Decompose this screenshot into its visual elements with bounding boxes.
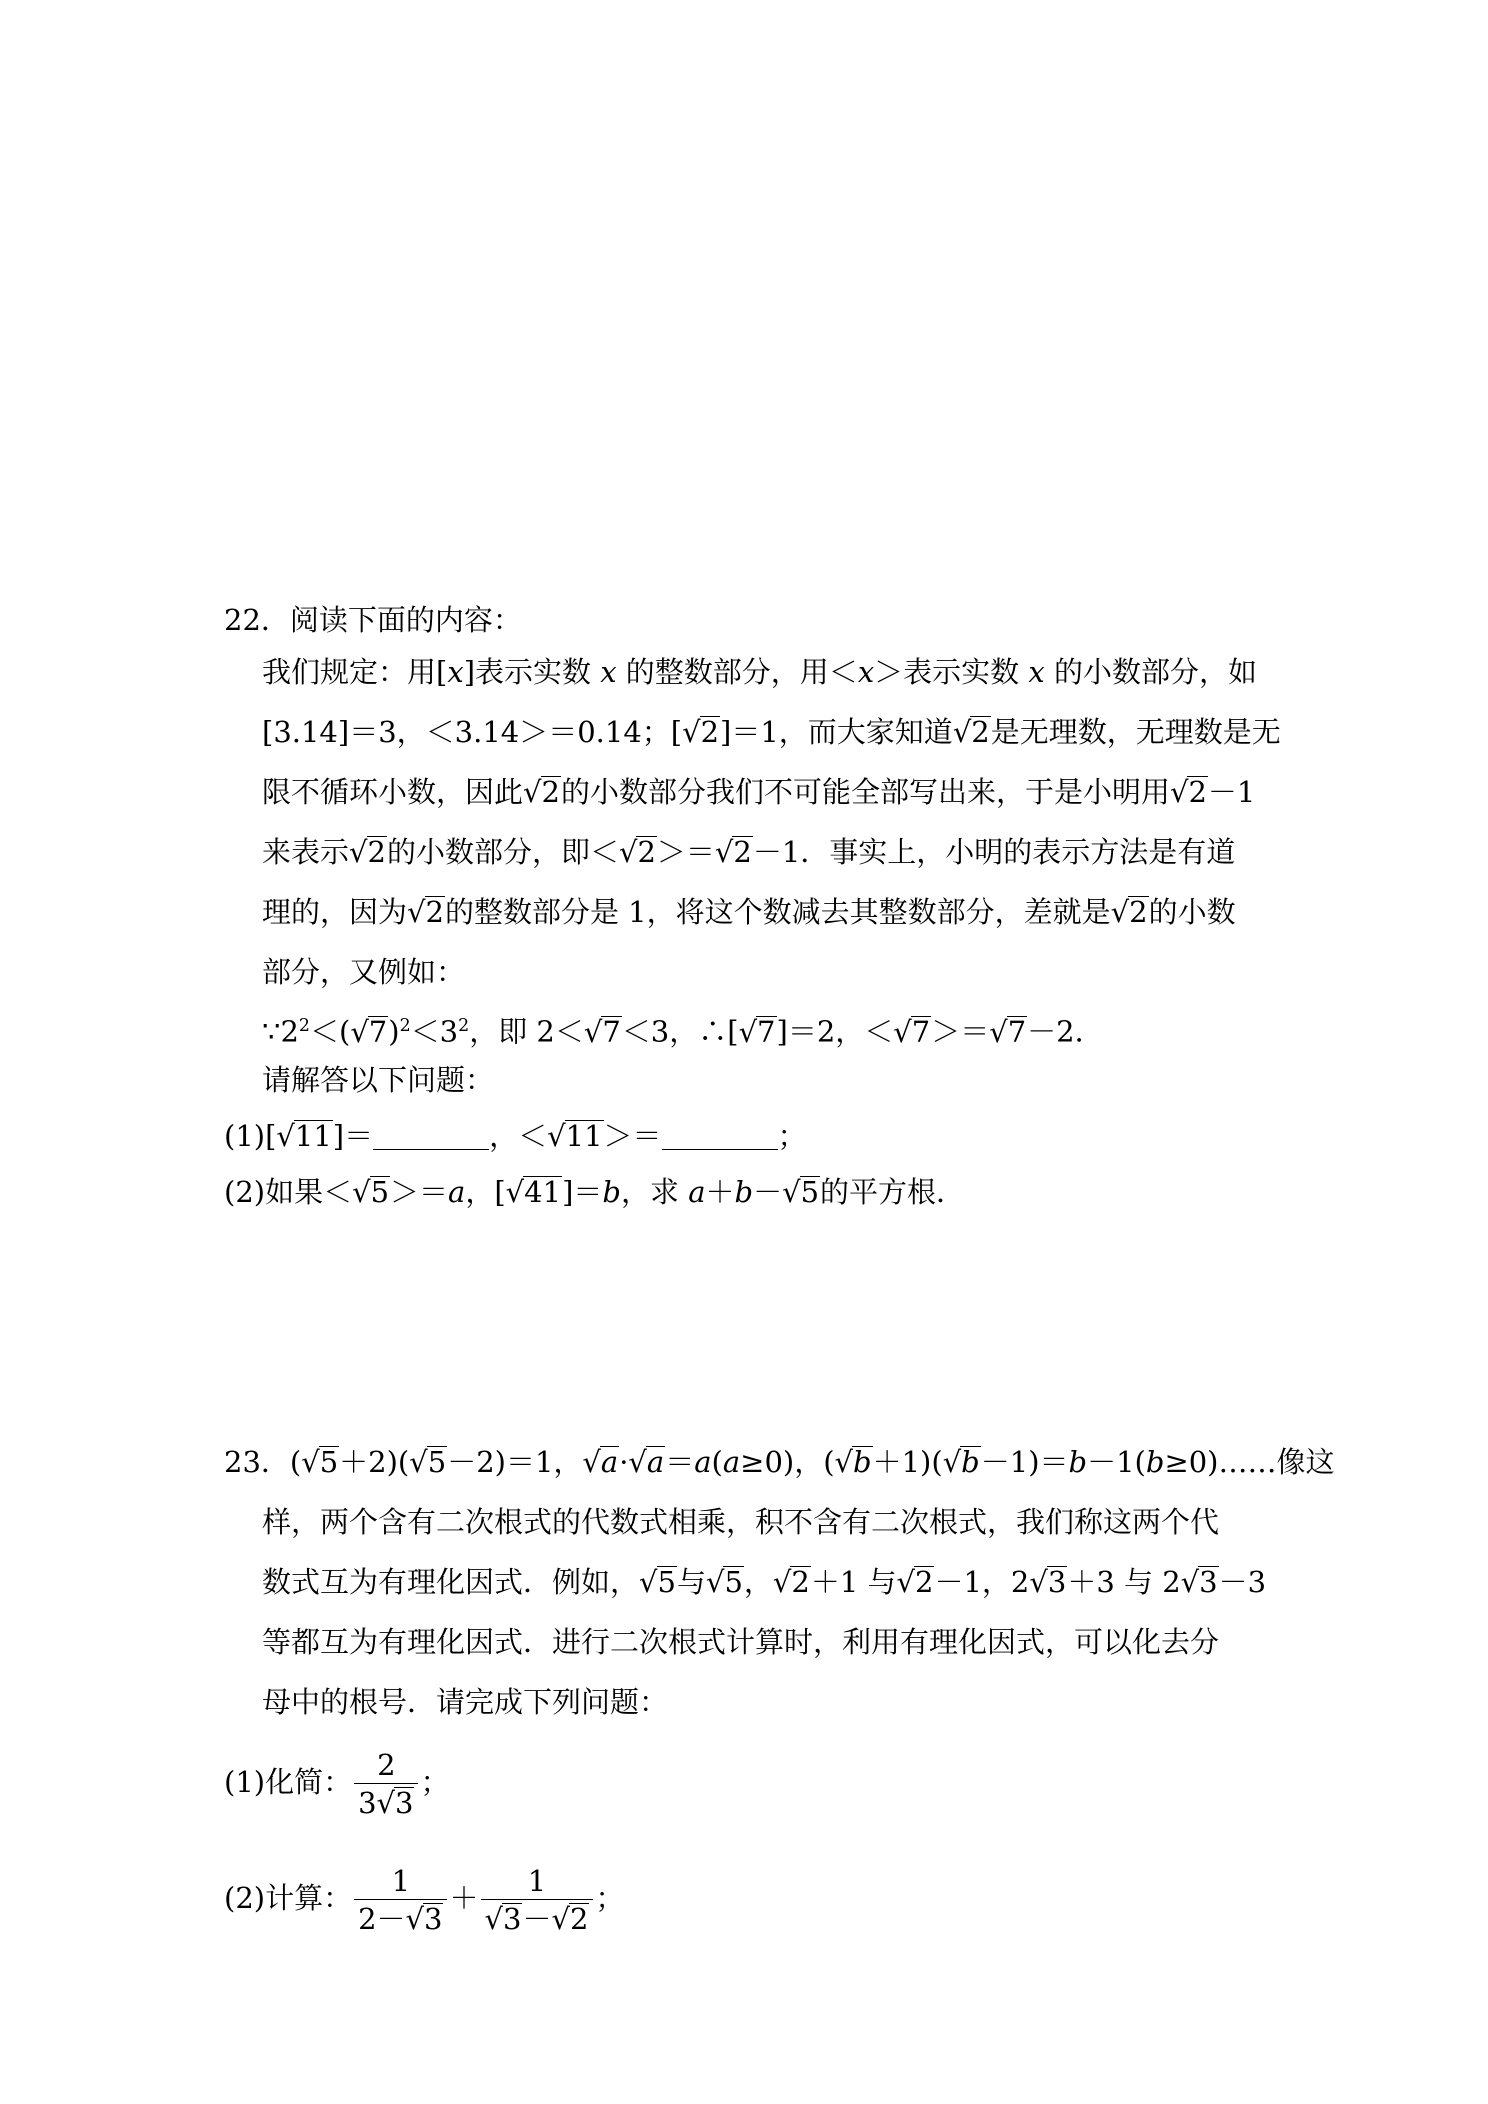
text: － — [522, 1901, 552, 1936]
radicand: a — [646, 1445, 665, 1479]
text: 的整数部分是 1，将这个数减去其整数部分，差就是 — [444, 895, 1111, 929]
text: ≥0)，( — [740, 1445, 835, 1479]
sqrt: √41 — [505, 1175, 562, 1209]
text: 的小数部分，如 — [1044, 655, 1257, 689]
text: 的平方根． — [820, 1175, 966, 1209]
q22-line-7 — [262, 952, 465, 992]
denominator — [481, 1899, 594, 1938]
answer-blank — [373, 1120, 489, 1150]
q23-line-5 — [262, 1682, 668, 1722]
text: ； — [777, 1119, 807, 1153]
sqrt: √5 — [782, 1175, 820, 1209]
var-b: b — [1145, 1445, 1165, 1479]
text: ＞＝ — [931, 1014, 990, 1049]
sqrt: √2 — [1110, 895, 1148, 929]
radicand: 5 — [319, 1445, 339, 1479]
text: ]表示实数 — [463, 655, 601, 689]
text: ，＜ — [489, 1119, 548, 1153]
text: ]＝ — [332, 1119, 374, 1153]
sqrt: √2 — [952, 715, 990, 749]
q22-line-5 — [262, 832, 1235, 872]
text: 我们规定：用[ — [262, 655, 448, 689]
var-b: b — [1068, 1445, 1088, 1479]
sqrt: √2 — [523, 775, 560, 809]
radicand: 2 — [1129, 895, 1148, 929]
radicand: 2 — [915, 1565, 934, 1599]
text: －1( — [1087, 1445, 1146, 1479]
q22-number: 22 — [224, 603, 261, 637]
radicand: 7 — [368, 1014, 388, 1049]
sqrt: √2 — [682, 715, 720, 749]
radicand: 2 — [700, 715, 720, 749]
text: ＜3，∴[ — [621, 1014, 739, 1049]
text: 的整数部分，用＜ — [616, 655, 858, 689]
text: ＋1 与 — [810, 1565, 897, 1599]
text: －2． — [1027, 1014, 1104, 1049]
text: (1)化简： — [224, 1765, 353, 1799]
var-x: x — [447, 655, 464, 689]
sqrt: √7 — [989, 1014, 1027, 1049]
text: 的小数 — [1148, 895, 1236, 929]
q22-line-9 — [262, 1060, 494, 1100]
text: ＋1)( — [872, 1445, 943, 1479]
radicand: 2 — [1188, 775, 1207, 809]
text: 限不循环小数，因此 — [262, 775, 524, 809]
sqrt: √2 — [1169, 775, 1207, 809]
q22-title: ．阅读下面的内容： — [260, 603, 522, 637]
sqrt: √5 — [705, 1565, 743, 1599]
text: 的小数部分我们不可能全部写出来，于是小明用 — [560, 775, 1170, 809]
radicand: 41 — [524, 1175, 562, 1209]
radicand: 2 — [971, 715, 990, 749]
numerator: 2 — [377, 1747, 396, 1782]
radicand: 5 — [370, 1175, 390, 1209]
radicand: 3 — [424, 1901, 443, 1936]
sqrt: √5 — [639, 1565, 676, 1599]
sqrt: √3 — [1180, 1565, 1218, 1599]
text: 数式互为有理化因式．例如， — [262, 1565, 640, 1599]
radicand: 3 — [502, 1901, 522, 1936]
var-a: a — [694, 1445, 712, 1479]
radicand: 3 — [1199, 1565, 1218, 1599]
sqrt: √11 — [547, 1119, 603, 1153]
text: [3.14]＝3，＜3.14＞＝0.14；[ — [262, 715, 683, 749]
q23-line-1 — [224, 1442, 1335, 1482]
sqrt: √3 — [1029, 1565, 1067, 1599]
radicand: 2 — [367, 835, 386, 869]
radicand: 2 — [425, 895, 444, 929]
text: －1 — [1207, 775, 1256, 809]
text: ＞表示实数 — [874, 655, 1029, 689]
text: ＋3 与 2 — [1067, 1565, 1181, 1599]
text: ＜( — [309, 1014, 351, 1049]
var-a: a — [722, 1445, 741, 1479]
text: －1．事实上，小明的表示方法是有道 — [752, 835, 1236, 869]
text: 样，两个含有二次根式的代数式相乘，积不含有二次根式，我们称这两个代 — [262, 1505, 1220, 1539]
radicand: a — [600, 1445, 619, 1479]
q22-line-4 — [262, 772, 1255, 812]
radicand: 11 — [294, 1119, 332, 1153]
radicand: 3 — [1047, 1565, 1067, 1599]
text: 3 — [358, 1785, 377, 1820]
sqrt: √2 — [618, 835, 656, 869]
q23-part-2 — [224, 1858, 624, 1938]
q22-part-1 — [224, 1116, 807, 1156]
sqrt: √2 — [349, 835, 386, 869]
text: ＞＝ — [656, 835, 715, 869]
radicand: 7 — [911, 1014, 931, 1049]
numerator: 1 — [527, 1863, 547, 1898]
text: ，即 2＜ — [469, 1014, 584, 1049]
sqrt: √7 — [583, 1014, 621, 1049]
text: ， — [743, 1565, 773, 1599]
text: 理的，因为 — [262, 895, 408, 929]
denominator — [354, 1783, 418, 1822]
text: ( — [711, 1445, 723, 1479]
text: － — [753, 1175, 783, 1209]
var-x: x — [857, 655, 875, 689]
sqrt: √b — [834, 1445, 872, 1479]
text: －1，2 — [934, 1565, 1030, 1599]
q22-line-2 — [262, 652, 1257, 692]
numerator: 1 — [391, 1863, 411, 1898]
radicand: b — [961, 1445, 980, 1479]
text: 2－ — [358, 1901, 406, 1936]
text: 等都互为有理化因式．进行二次根式计算时，利用有理化因式，可以化去分 — [262, 1625, 1220, 1659]
radicand: 2 — [637, 835, 656, 869]
sqrt: √a — [582, 1445, 619, 1479]
sqrt: √2 — [896, 1565, 934, 1599]
text: ，[ — [465, 1175, 506, 1209]
text: ＋ — [705, 1175, 735, 1209]
var-b: b — [602, 1175, 621, 1209]
sqrt: √3 — [376, 1785, 414, 1820]
sqrt: √2 — [551, 1901, 589, 1936]
text: －1)＝ — [980, 1445, 1069, 1479]
radicand: 7 — [757, 1014, 776, 1049]
sqrt: √7 — [893, 1014, 931, 1049]
radicand: b — [853, 1445, 872, 1479]
sqrt: √7 — [350, 1014, 388, 1049]
text: ]＝1，而大家知道 — [720, 715, 953, 749]
text: 母中的根号．请完成下列问题： — [262, 1685, 669, 1719]
radicand: 5 — [800, 1175, 820, 1209]
exponent: 2 — [458, 1016, 470, 1036]
radicand: 7 — [602, 1014, 621, 1049]
text: ，求 — [620, 1175, 689, 1209]
var-a: a — [448, 1175, 466, 1209]
text: －2)＝1， — [447, 1445, 583, 1479]
text: ＋ — [449, 1881, 479, 1915]
var-b: b — [734, 1175, 754, 1209]
q22-part-2 — [224, 1172, 965, 1212]
sqrt: √3 — [405, 1901, 443, 1936]
radicand: 5 — [427, 1445, 447, 1479]
q22-line-6 — [262, 892, 1236, 932]
text: 请解答以下问题： — [262, 1063, 495, 1097]
sqrt: √2 — [714, 835, 752, 869]
sqrt: √11 — [276, 1119, 332, 1153]
text: ≥0)……像这 — [1164, 1445, 1335, 1479]
text: 的小数部分，即＜ — [386, 835, 619, 869]
text: ＞＝ — [390, 1175, 449, 1209]
answer-blank — [662, 1120, 778, 1150]
text: ＋2)( — [339, 1445, 410, 1479]
q22-title-line — [224, 600, 522, 640]
sqrt: √2 — [772, 1565, 810, 1599]
sqrt: √2 — [407, 895, 444, 929]
q22-line-8 — [262, 1006, 1104, 1052]
fraction — [481, 1863, 594, 1938]
radicand: 2 — [541, 775, 560, 809]
radicand: 2 — [569, 1901, 589, 1936]
text: (2)计算： — [224, 1881, 353, 1915]
text: ＝ — [665, 1445, 695, 1479]
sqrt: √7 — [738, 1014, 776, 1049]
text: ]＝ — [562, 1175, 603, 1209]
denominator — [354, 1899, 447, 1938]
text: 与 — [676, 1565, 706, 1599]
sqrt: √b — [942, 1445, 980, 1479]
text: 是无理数，无理数是无 — [990, 715, 1281, 749]
fraction — [354, 1747, 418, 1822]
radicand: 2 — [791, 1565, 810, 1599]
q23-line-3 — [262, 1562, 1266, 1602]
fraction — [354, 1863, 447, 1938]
text: ； — [595, 1881, 625, 1915]
text: ]＝2，＜ — [776, 1014, 894, 1049]
sqrt: √5 — [301, 1445, 339, 1479]
radicand: 7 — [1007, 1014, 1027, 1049]
q23-number: 23 — [224, 1445, 261, 1479]
sqrt: √a — [628, 1445, 665, 1479]
text: ； — [420, 1765, 450, 1799]
text: ＜3 — [410, 1014, 459, 1049]
text: ＞＝ — [603, 1119, 662, 1153]
text: (1)[ — [224, 1119, 277, 1153]
exponent: 2 — [399, 1016, 411, 1036]
text: ) — [388, 1014, 400, 1049]
text: (2)如果＜ — [224, 1175, 353, 1209]
var-x: x — [600, 655, 617, 689]
q23-line-2 — [262, 1502, 1219, 1542]
var-x: x — [1028, 655, 1045, 689]
radicand: 5 — [657, 1565, 676, 1599]
radicand: 3 — [395, 1785, 414, 1820]
sqrt: √3 — [484, 1901, 522, 1936]
text: －3 — [1218, 1565, 1267, 1599]
text: · — [619, 1445, 629, 1479]
q23-line-4 — [262, 1622, 1219, 1662]
text: ∵2 — [262, 1014, 299, 1049]
exponent: 2 — [298, 1016, 310, 1036]
radicand: 2 — [733, 835, 752, 869]
text: 来表示 — [262, 835, 350, 869]
radicand: 5 — [724, 1565, 743, 1599]
text: ．( — [260, 1445, 302, 1479]
text: 部分，又例如： — [262, 955, 466, 989]
q23-part-1 — [224, 1742, 450, 1822]
sqrt: √5 — [352, 1175, 390, 1209]
sqrt: √5 — [409, 1445, 447, 1479]
q22-line-3 — [262, 712, 1281, 752]
var-a: a — [688, 1175, 706, 1209]
radicand: 11 — [565, 1119, 603, 1153]
